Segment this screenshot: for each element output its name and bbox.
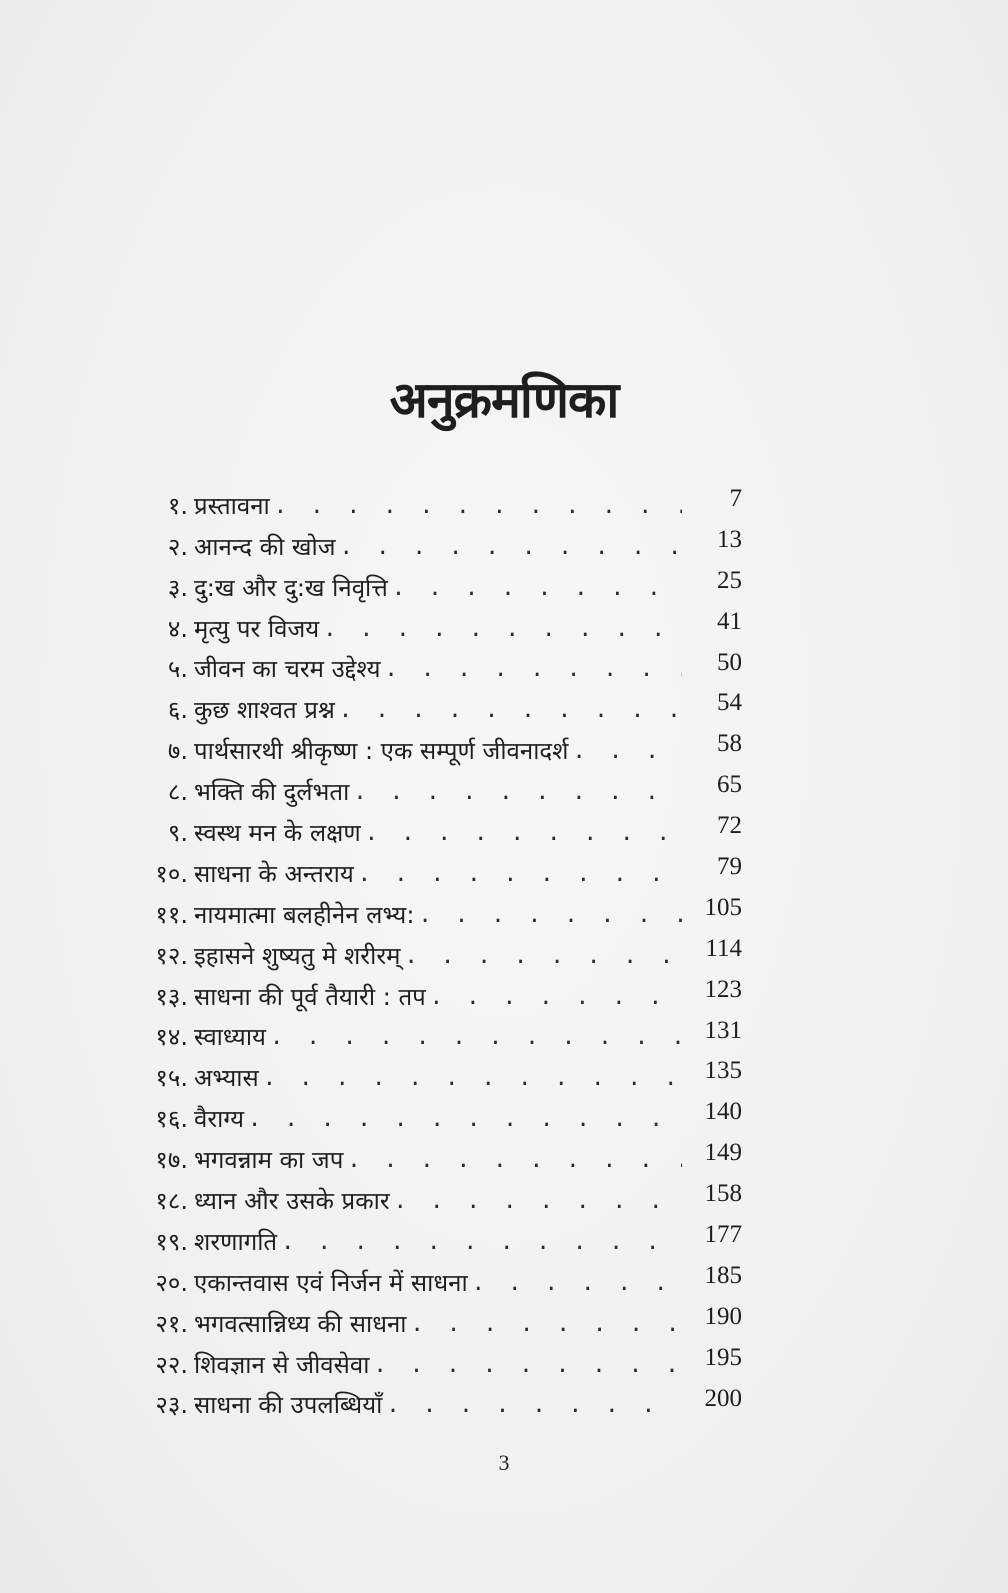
toc-entry-label: ध्यान और उसके प्रकार bbox=[194, 1187, 390, 1216]
toc-entry-number: २२. bbox=[155, 1350, 188, 1379]
toc-entry-title bbox=[194, 653, 682, 685]
toc-entry-page: 114 bbox=[705, 934, 742, 962]
toc-entry-page: 200 bbox=[704, 1384, 742, 1412]
toc-entry-number: ६. bbox=[167, 696, 188, 725]
dot-leader bbox=[323, 615, 682, 645]
toc-entry bbox=[132, 1094, 742, 1135]
toc-entry-title bbox=[194, 1349, 682, 1381]
toc-entry-label: प्रस्तावना bbox=[194, 491, 270, 520]
toc-entry-number: ७. bbox=[167, 737, 188, 766]
toc-entry bbox=[132, 767, 742, 808]
toc-entry-title bbox=[194, 981, 682, 1013]
toc-entry-page: 58 bbox=[717, 730, 742, 758]
toc-entry bbox=[132, 972, 742, 1013]
dot-leader bbox=[358, 860, 682, 890]
toc-entry-number: २३. bbox=[155, 1391, 188, 1420]
dot-leader bbox=[385, 655, 682, 685]
toc-entry-label: वैराग्य bbox=[194, 1105, 245, 1134]
dot-leader bbox=[365, 819, 682, 849]
dot-leader bbox=[411, 1310, 682, 1340]
toc-entry-page: 7 bbox=[729, 485, 742, 512]
toc-entry bbox=[132, 1013, 742, 1054]
toc-entry-title bbox=[194, 776, 682, 808]
toc-entry-page: 135 bbox=[704, 1057, 742, 1085]
toc-entry-page: 50 bbox=[717, 648, 742, 676]
toc-entry-page: 158 bbox=[704, 1180, 742, 1208]
toc-entry-number: १. bbox=[167, 491, 188, 520]
toc-entry bbox=[132, 931, 742, 972]
toc-entry-title bbox=[194, 899, 682, 931]
dot-leader bbox=[572, 737, 682, 767]
toc-entry bbox=[132, 522, 742, 563]
toc-entry-label: आनन्द की खोज bbox=[194, 532, 336, 561]
toc-entry-number: १४. bbox=[155, 1023, 188, 1052]
toc-entry-page: 185 bbox=[704, 1261, 742, 1289]
dot-leader bbox=[263, 1064, 682, 1094]
toc-entry-number: २. bbox=[167, 532, 188, 561]
toc-entry-label: भगवत्सान्निध्य की साधना bbox=[194, 1309, 407, 1338]
toc-entry-label: दु:ख और दु:ख निवृत्ति bbox=[194, 573, 388, 602]
toc-entry bbox=[132, 808, 742, 849]
toc-entry-page: 190 bbox=[704, 1302, 742, 1330]
toc-entry-label: जीवन का चरम उद्देश्य bbox=[194, 655, 381, 684]
toc-entry-label: साधना की उपलब्धियाँ bbox=[194, 1391, 383, 1420]
toc-entry bbox=[132, 849, 742, 890]
toc-entry bbox=[132, 726, 742, 767]
table-of-contents bbox=[132, 481, 742, 1421]
dot-leader bbox=[248, 1105, 682, 1135]
toc-entry-number: २१. bbox=[155, 1309, 188, 1338]
toc-entry-label: शिवज्ञान से जीवसेवा bbox=[194, 1350, 370, 1379]
toc-entry-title bbox=[194, 1308, 682, 1340]
toc-entry-page: 105 bbox=[704, 893, 742, 921]
toc-entry-label: पार्थसारथी श्रीकृष्ण : एक सम्पूर्ण जीवनादर्श bbox=[194, 737, 569, 766]
toc-entry-number: १९. bbox=[155, 1227, 188, 1256]
toc-entry-page: 79 bbox=[717, 853, 742, 881]
toc-entry-label: स्वस्थ मन के लक्षण bbox=[194, 819, 361, 848]
toc-entry-title bbox=[194, 1389, 682, 1421]
toc-entry-number: ९. bbox=[167, 819, 188, 848]
toc-entry-number: ५. bbox=[167, 655, 188, 684]
toc-entry-label: भक्ति की दुर्लभता bbox=[194, 778, 350, 807]
toc-entry-number: ११. bbox=[155, 900, 188, 929]
toc-entry bbox=[132, 481, 742, 522]
toc-entry-title bbox=[194, 490, 682, 522]
dot-leader bbox=[353, 778, 682, 808]
dot-leader bbox=[405, 942, 683, 972]
dot-leader bbox=[418, 901, 682, 931]
toc-entry-title bbox=[194, 858, 682, 890]
toc-entry-label: साधना के अन्तराय bbox=[194, 859, 354, 888]
toc-entry-number: १०. bbox=[155, 859, 188, 888]
toc-entry-page: 140 bbox=[704, 1098, 742, 1126]
toc-entry-title bbox=[194, 531, 682, 563]
toc-entry bbox=[132, 563, 742, 604]
toc-entry-number: १६. bbox=[155, 1105, 188, 1134]
toc-entry-label: भगवन्नाम का जप bbox=[194, 1146, 344, 1175]
toc-entry-title bbox=[194, 572, 682, 604]
toc-entry-title bbox=[194, 1062, 682, 1094]
toc-entry bbox=[132, 1340, 742, 1381]
toc-entry bbox=[132, 604, 742, 645]
toc-entry bbox=[132, 890, 742, 931]
toc-entry bbox=[132, 685, 742, 726]
toc-entry bbox=[132, 1299, 742, 1340]
dot-leader bbox=[339, 696, 682, 726]
dot-leader bbox=[430, 983, 682, 1013]
toc-entry bbox=[132, 1381, 742, 1422]
toc-entry-page: 25 bbox=[717, 566, 742, 594]
toc-entry-label: इहासने शुष्यतु मे शरीरम् bbox=[194, 941, 401, 970]
toc-entry-page: 195 bbox=[704, 1343, 742, 1371]
toc-entry-number: ४. bbox=[167, 614, 188, 643]
toc-entry-number: २०. bbox=[155, 1268, 188, 1297]
toc-entry-label: मृत्यु पर विजय bbox=[194, 614, 320, 643]
toc-entry-title bbox=[194, 1144, 682, 1176]
toc-entry-label: स्वाध्याय bbox=[194, 1023, 266, 1052]
toc-entry bbox=[132, 1053, 742, 1094]
dot-leader bbox=[270, 1023, 682, 1053]
toc-entry bbox=[132, 645, 742, 686]
toc-entry-title bbox=[194, 817, 682, 849]
dot-leader bbox=[472, 1269, 682, 1299]
toc-entry-label: कुछ शाश्वत प्रश्न bbox=[194, 696, 335, 725]
toc-entry-number: १२. bbox=[155, 941, 188, 970]
toc-entry-label: साधना की पूर्व तैयारी : तप bbox=[194, 982, 426, 1011]
toc-entry-number: १३. bbox=[155, 982, 188, 1011]
toc-entry-page: 177 bbox=[704, 1221, 742, 1249]
toc-entry-page: 131 bbox=[704, 1016, 742, 1044]
toc-entry bbox=[132, 1176, 742, 1217]
toc-entry-page: 65 bbox=[717, 771, 742, 799]
toc-entry bbox=[132, 1258, 742, 1299]
toc-entry-label: एकान्तवास एवं निर्जन में साधना bbox=[194, 1268, 468, 1297]
toc-entry-label: शरणागति bbox=[194, 1227, 278, 1256]
toc-entry-number: ३. bbox=[167, 573, 188, 602]
dot-leader bbox=[373, 1351, 682, 1381]
toc-entry-page: 149 bbox=[704, 1139, 742, 1167]
toc-entry-number: १७. bbox=[155, 1146, 188, 1175]
toc-entry-title bbox=[194, 1103, 682, 1135]
toc-entry-label: अभ्यास bbox=[194, 1064, 259, 1093]
toc-entry-title bbox=[194, 735, 682, 767]
dot-leader bbox=[340, 533, 682, 563]
toc-entry-page: 123 bbox=[704, 975, 742, 1003]
dot-leader bbox=[394, 1187, 682, 1217]
toc-entry-title bbox=[194, 1226, 682, 1258]
toc-entry-number: १५. bbox=[155, 1064, 188, 1093]
toc-entry-page: 13 bbox=[717, 525, 742, 553]
toc-entry-page: 72 bbox=[717, 812, 742, 840]
dot-leader bbox=[347, 1146, 682, 1176]
dot-leader bbox=[281, 1228, 682, 1258]
toc-entry-page: 54 bbox=[717, 689, 742, 717]
toc-entry bbox=[132, 1217, 742, 1258]
toc-entry-title bbox=[194, 694, 682, 726]
toc-entry-page: 41 bbox=[717, 607, 742, 635]
toc-entry-title bbox=[194, 1267, 682, 1299]
toc-entry-number: ८. bbox=[167, 778, 188, 807]
toc-entry-title bbox=[194, 940, 682, 972]
dot-leader bbox=[274, 492, 682, 522]
page-number: 3 bbox=[498, 1450, 510, 1475]
toc-entry-title bbox=[194, 1185, 682, 1217]
toc-entry-label: नायमात्मा बलहीनेन लभ्य: bbox=[194, 900, 415, 929]
page-title: अनुक्रमणिका bbox=[389, 371, 619, 429]
toc-entry-number: १८. bbox=[155, 1187, 188, 1216]
dot-leader bbox=[392, 574, 682, 604]
dot-leader bbox=[386, 1391, 682, 1421]
toc-entry bbox=[132, 1135, 742, 1176]
toc-entry-title bbox=[194, 613, 682, 645]
toc-entry-title bbox=[194, 1021, 682, 1053]
